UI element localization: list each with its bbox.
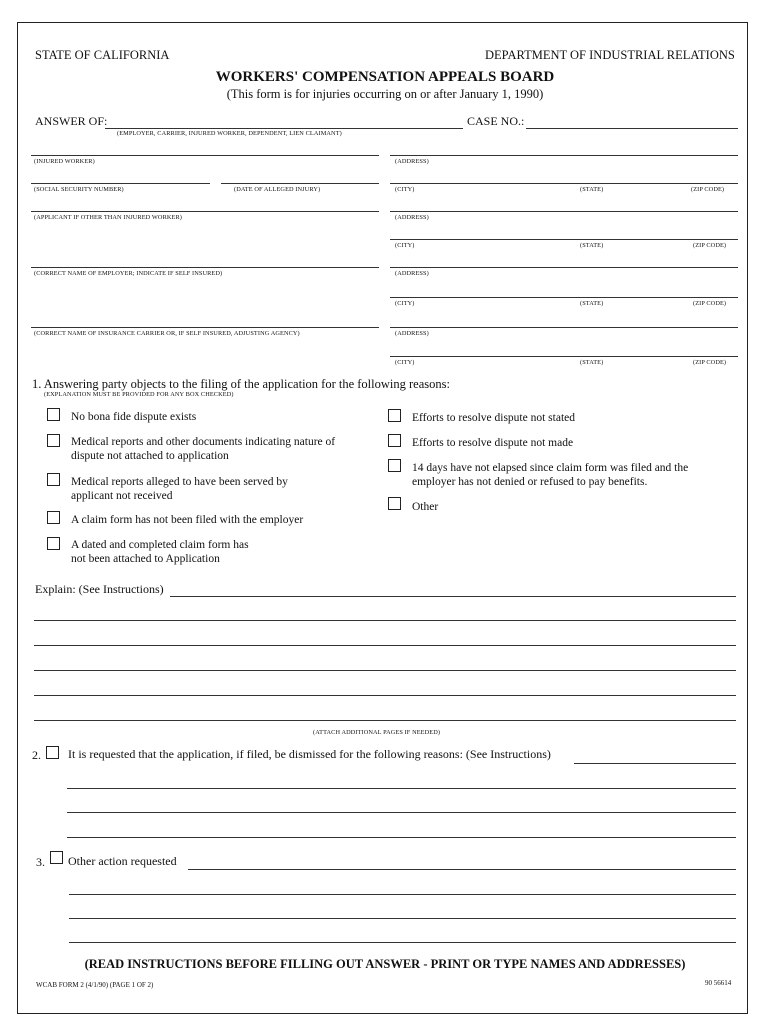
section3-number: 3. — [36, 855, 45, 869]
city-caption-3: (CITY) — [395, 300, 415, 307]
applicant-caption: (APPLICANT IF OTHER THAN INJURED WORKER) — [34, 214, 182, 221]
option-medical-reports-checkbox[interactable] — [47, 434, 60, 447]
section2-number: 2. — [32, 748, 41, 762]
option-efforts-not-stated-checkbox[interactable] — [388, 409, 401, 422]
option-claim-not-attached-checkbox[interactable] — [47, 537, 60, 550]
section2-text: It is requested that the application, if filed, be dismissed for the following reasons: (See Instructions) — [68, 747, 551, 761]
state-caption-4: (STATE) — [580, 359, 604, 366]
section2-line-3[interactable] — [67, 812, 736, 813]
case-no-input[interactable] — [527, 111, 737, 129]
section2-checkbox[interactable] — [46, 746, 59, 759]
zip-caption-4: (ZIP CODE) — [693, 359, 727, 366]
section1-note: (EXPLANATION MUST BE PROVIDED FOR ANY BOX CHECKED) — [44, 391, 234, 398]
city-caption-4: (CITY) — [395, 359, 415, 366]
city-caption-1: (CITY) — [395, 186, 415, 193]
option-reports-not-received-checkbox[interactable] — [47, 473, 60, 486]
section1-heading: 1. Answering party objects to the filing of the application for the following reasons: — [32, 377, 450, 391]
option-no-dispute-checkbox[interactable] — [47, 408, 60, 421]
option-no-dispute-label: No bona fide dispute exists — [71, 411, 197, 423]
option-medical-reports-label: Medical reports and other documents indicating nature of dispute not attached to application — [71, 436, 336, 462]
state-caption-3: (STATE) — [580, 300, 604, 307]
state-caption-2: (STATE) — [580, 242, 604, 249]
carrier-caption: (CORRECT NAME OF INSURANCE CARRIER OR, IF SELF INSURED, ADJUSTING AGENCY) — [34, 330, 300, 337]
address-caption-3: (ADDRESS) — [395, 270, 429, 277]
explain-line-5[interactable] — [34, 695, 736, 696]
form-id: WCAB FORM 2 (4/1/90) (PAGE 1 OF 2) — [36, 981, 154, 989]
section3-line-1[interactable] — [188, 869, 736, 870]
form-title: WORKERS' COMPENSATION APPEALS BOARD — [215, 69, 555, 85]
date-injury-line[interactable] — [221, 183, 379, 184]
section2-line-4[interactable] — [67, 837, 736, 838]
injured-worker-caption: (INJURED WORKER) — [34, 158, 95, 165]
explain-line-2[interactable] — [34, 620, 736, 621]
option-reports-not-received-label: Medical reports alleged to have been served by applicant not received — [71, 476, 288, 502]
address-line-1[interactable] — [390, 155, 738, 156]
section3-line-3[interactable] — [69, 918, 736, 919]
attach-note: (ATTACH ADDITIONAL PAGES IF NEEDED) — [313, 729, 441, 736]
explain-label: Explain: (See Instructions) — [35, 582, 164, 596]
section2-line-2[interactable] — [67, 788, 736, 789]
carrier-line[interactable] — [31, 327, 379, 328]
date-injury-caption: (DATE OF ALLEGED INJURY) — [234, 186, 321, 193]
option-other-label: Other — [412, 501, 439, 513]
case-no-label: CASE NO.: — [467, 114, 525, 128]
option-claim-not-filed-checkbox[interactable] — [47, 511, 60, 524]
address-line-4[interactable] — [390, 327, 738, 328]
explain-line-3[interactable] — [34, 645, 736, 646]
address-line-2[interactable] — [390, 211, 738, 212]
department-label: DEPARTMENT OF INDUSTRIAL RELATIONS — [485, 48, 735, 62]
option-efforts-not-stated-label: Efforts to resolve dispute not stated — [412, 412, 575, 424]
state-label: STATE OF CALIFORNIA — [35, 48, 170, 62]
address-line-3[interactable] — [390, 267, 738, 268]
explain-line-6[interactable] — [34, 720, 736, 721]
applicant-line[interactable] — [31, 211, 379, 212]
section3-checkbox[interactable] — [50, 851, 63, 864]
city-line-1[interactable] — [390, 183, 738, 184]
injured-worker-line[interactable] — [31, 155, 379, 156]
employer-caption: (CORRECT NAME OF EMPLOYER; INDICATE IF SELF INSURED) — [34, 270, 223, 277]
answer-of-label: ANSWER OF: — [35, 114, 108, 128]
zip-caption-2: (ZIP CODE) — [693, 242, 727, 249]
zip-caption-1: (ZIP CODE) — [691, 186, 725, 193]
address-caption-2: (ADDRESS) — [395, 214, 429, 221]
city-line-3[interactable] — [390, 297, 738, 298]
option-claim-not-attached-label: A dated and completed claim form has not been attached to Application — [71, 539, 249, 565]
address-caption-4: (ADDRESS) — [395, 330, 429, 337]
city-line-4[interactable] — [390, 356, 738, 357]
zip-caption-3: (ZIP CODE) — [693, 300, 727, 307]
form-subtitle: (This form is for injuries occurring on or after January 1, 1990) — [226, 87, 544, 101]
city-line-2[interactable] — [390, 239, 738, 240]
section2-line-1[interactable] — [574, 763, 736, 764]
section3-line-4[interactable] — [69, 942, 736, 943]
explain-line-1[interactable] — [170, 596, 736, 597]
state-caption-1: (STATE) — [580, 186, 604, 193]
explain-line-4[interactable] — [34, 670, 736, 671]
answer-of-caption: (EMPLOYER, CARRIER, INJURED WORKER, DEPENDENT, LIEN CLAIMANT) — [117, 130, 342, 137]
ssn-caption: (SOCIAL SECURITY NUMBER) — [34, 186, 124, 193]
option-efforts-not-made-checkbox[interactable] — [388, 434, 401, 447]
section3-line-2[interactable] — [69, 894, 736, 895]
city-caption-2: (CITY) — [395, 242, 415, 249]
option-14-days-label: 14 days have not elapsed since claim form was filed and the employer has not denied or refused to pay benefits. — [412, 462, 689, 488]
option-14-days-checkbox[interactable] — [388, 459, 401, 472]
form-code: 90 56614 — [705, 979, 732, 987]
address-caption-1: (ADDRESS) — [395, 158, 429, 165]
footer-instruction: (READ INSTRUCTIONS BEFORE FILLING OUT ANSWER - PRINT OR TYPE NAMES AND ADDRESSES) — [84, 957, 686, 971]
option-other-checkbox[interactable] — [388, 497, 401, 510]
option-claim-not-filed-label: A claim form has not been filed with the employer — [71, 514, 304, 526]
answer-of-input[interactable] — [106, 111, 461, 129]
section3-text: Other action requested — [68, 854, 177, 868]
employer-line[interactable] — [31, 267, 379, 268]
option-efforts-not-made-label: Efforts to resolve dispute not made — [412, 437, 574, 449]
ssn-line[interactable] — [31, 183, 210, 184]
